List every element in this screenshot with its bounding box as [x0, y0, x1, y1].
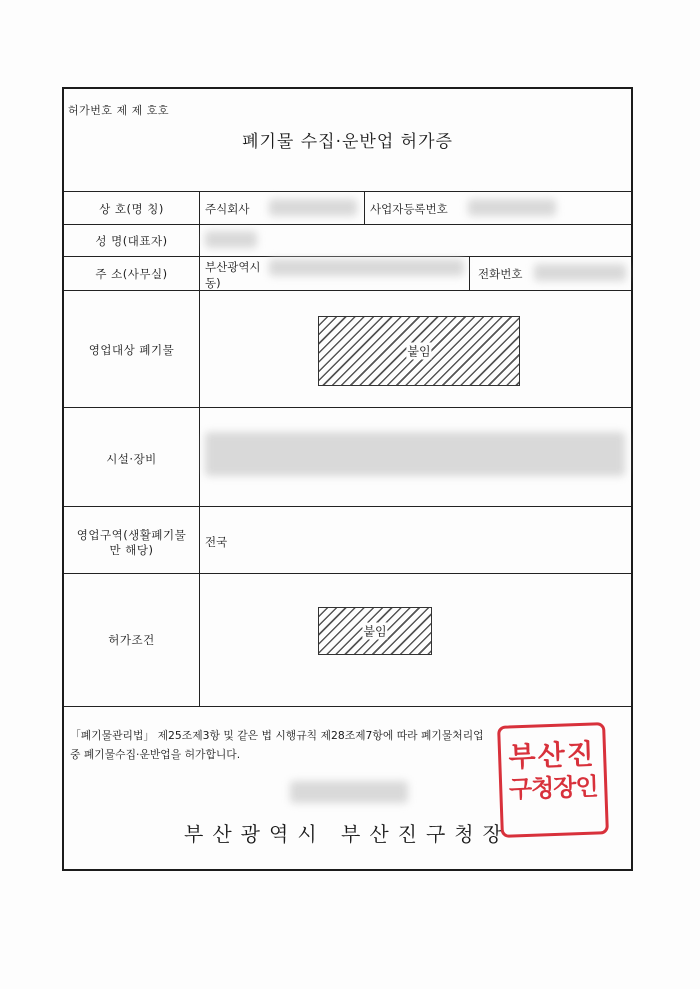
row-divider — [64, 573, 631, 574]
table-top-border — [64, 191, 631, 192]
facility-label: 시설·장비 — [106, 452, 157, 466]
company-name-label: 상 호(명 칭) — [99, 202, 164, 216]
waste-type-attachment — [318, 316, 520, 386]
row-divider — [64, 506, 631, 507]
row-divider — [64, 256, 631, 257]
business-area-value: 전국 — [205, 535, 228, 549]
business-area-label-line2: 만 해당) — [109, 543, 154, 557]
address-label: 주 소(사무실) — [95, 267, 168, 281]
phone-label: 전화번호 — [478, 267, 523, 281]
redacted-facility-details — [205, 432, 625, 476]
document-title: 폐기물 수집·운반업 허가증 — [242, 132, 453, 152]
redacted-company-name — [269, 199, 357, 216]
business-registration-label: 사업자등록번호 — [370, 202, 448, 216]
row-divider — [64, 290, 631, 291]
table-bottom-border — [64, 706, 631, 707]
company-name-value: 주식회사 — [205, 202, 250, 216]
representative-label: 성 명(대표자) — [95, 234, 168, 248]
seal-line2: 구청장인 — [508, 772, 599, 804]
redacted-address — [269, 259, 464, 276]
row-divider — [64, 407, 631, 408]
permit-statement-line1: 「폐기물관리법」 제25조제3항 및 같은 법 시행규칙 제28조제7항에 따라 폐기물처리업 — [70, 729, 484, 742]
redacted-registration-number — [468, 199, 556, 216]
seal-line1: 부산진 — [508, 737, 597, 774]
redacted-issue-date — [290, 781, 408, 803]
phone-divider — [469, 256, 470, 290]
row-divider — [64, 224, 631, 225]
bizno-divider — [364, 191, 365, 224]
redacted-representative-name — [205, 231, 257, 248]
permit-conditions-attachment — [318, 607, 432, 655]
address-value-line2: 동) — [205, 276, 221, 290]
official-seal — [497, 722, 609, 838]
business-area-label-line1: 영업구역(생활폐기물 — [76, 528, 187, 542]
permit-statement-line2: 중 폐기물수집·운반업을 허가합니다. — [70, 748, 241, 761]
redacted-phone-number — [534, 264, 626, 281]
issuer-name: 부산광역시 부산진구청장 — [184, 822, 511, 846]
label-column-divider — [199, 191, 200, 706]
attachment-label: 붙임 — [407, 344, 431, 359]
address-value-line1: 부산광역시 — [205, 260, 261, 274]
permit-conditions-label: 허가조건 — [108, 633, 155, 647]
permit-document — [62, 87, 633, 871]
attachment-label: 붙임 — [363, 624, 387, 639]
permit-number: 허가번호 제 제 호호 — [68, 104, 169, 117]
waste-type-label: 영업대상 폐기물 — [88, 343, 175, 357]
